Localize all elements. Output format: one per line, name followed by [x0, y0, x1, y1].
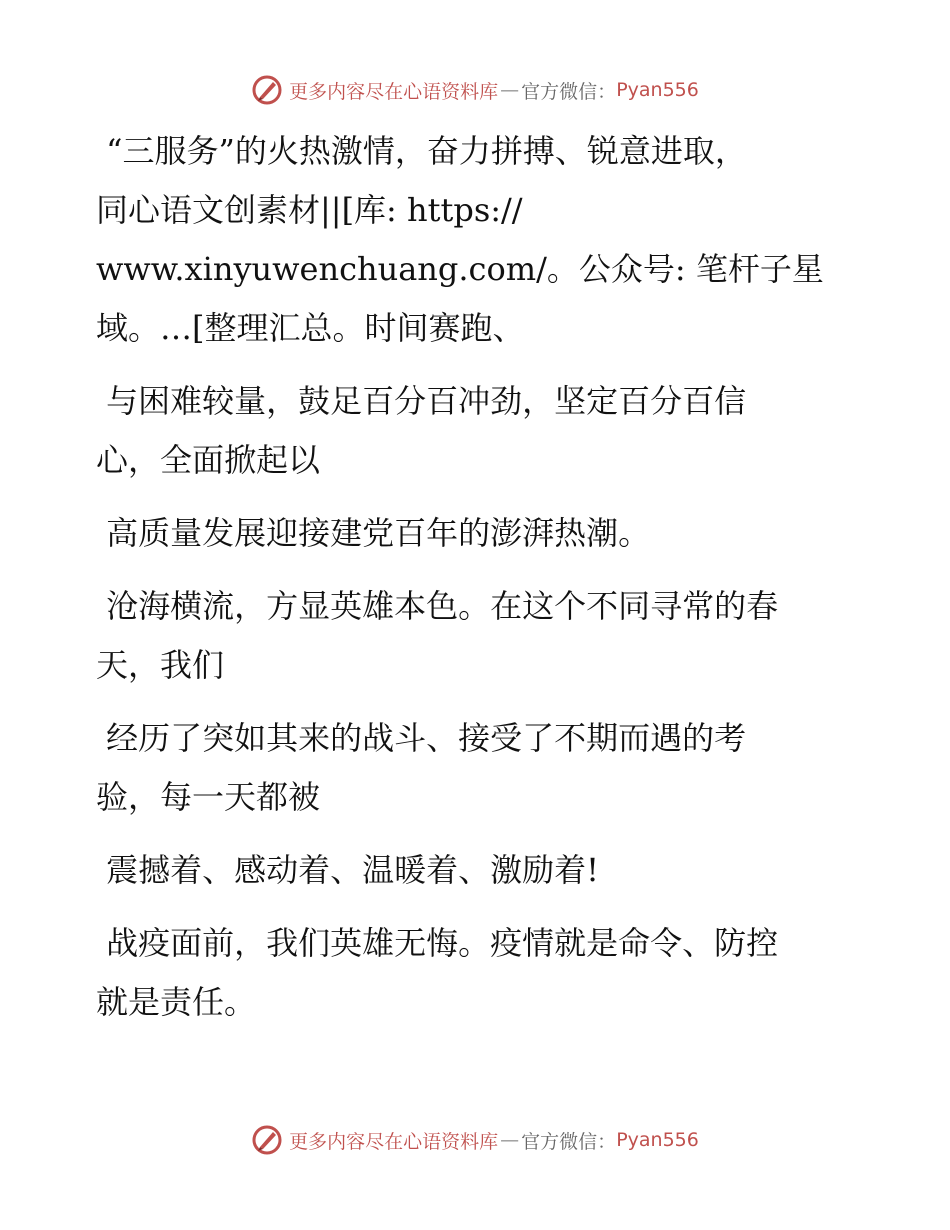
paragraph-3: 高质量发展迎接建党百年的澎湃热潮。 — [96, 514, 651, 552]
footer-site-text: 更多内容尽在心语资料库 — [289, 1130, 499, 1153]
paragraph-7: 战疫面前，我们英雄无悔。疫情就是命令、防控 就是责任。 — [96, 924, 779, 1021]
footer-dash: — — [500, 1129, 520, 1151]
header-wechat-label: 官方微信： — [521, 80, 617, 103]
paragraph-6: 震撼着、感动着、温暖着、激励着! — [96, 851, 600, 889]
header-wechat-id: Pyan556 — [616, 79, 699, 101]
paragraph-5: 经历了突如其来的战斗、接受了不期而遇的考 验，每一天都被 — [96, 719, 747, 816]
paragraph-4: 沧海横流，方显英雄本色。在这个不同寻常的春 天，我们 — [96, 587, 779, 684]
paragraph-2: 与困难较量，鼓足百分百冲劲，坚定百分百信 心，全面掀起以 — [96, 382, 747, 479]
paragraph-1: “三服务”的火热激情，奋力拼搏、锐意进取， 同心语文创素材||[库: https:// www.xinyuwenchuang.com/。公众号: 笔杆子星 域。…[整理汇总。时间赛跑、 — [96, 132, 824, 347]
quill-logo-icon — [251, 1124, 283, 1156]
header-dash: — — [500, 79, 520, 101]
quill-logo-icon — [251, 74, 283, 106]
footer-banner — [0, 1120, 950, 1160]
document-body — [96, 122, 856, 1032]
footer-wechat-label: 官方微信： — [521, 1130, 617, 1153]
header-site-text: 更多内容尽在心语资料库 — [289, 80, 499, 103]
header-banner — [0, 70, 950, 110]
footer-wechat-id: Pyan556 — [616, 1129, 699, 1151]
